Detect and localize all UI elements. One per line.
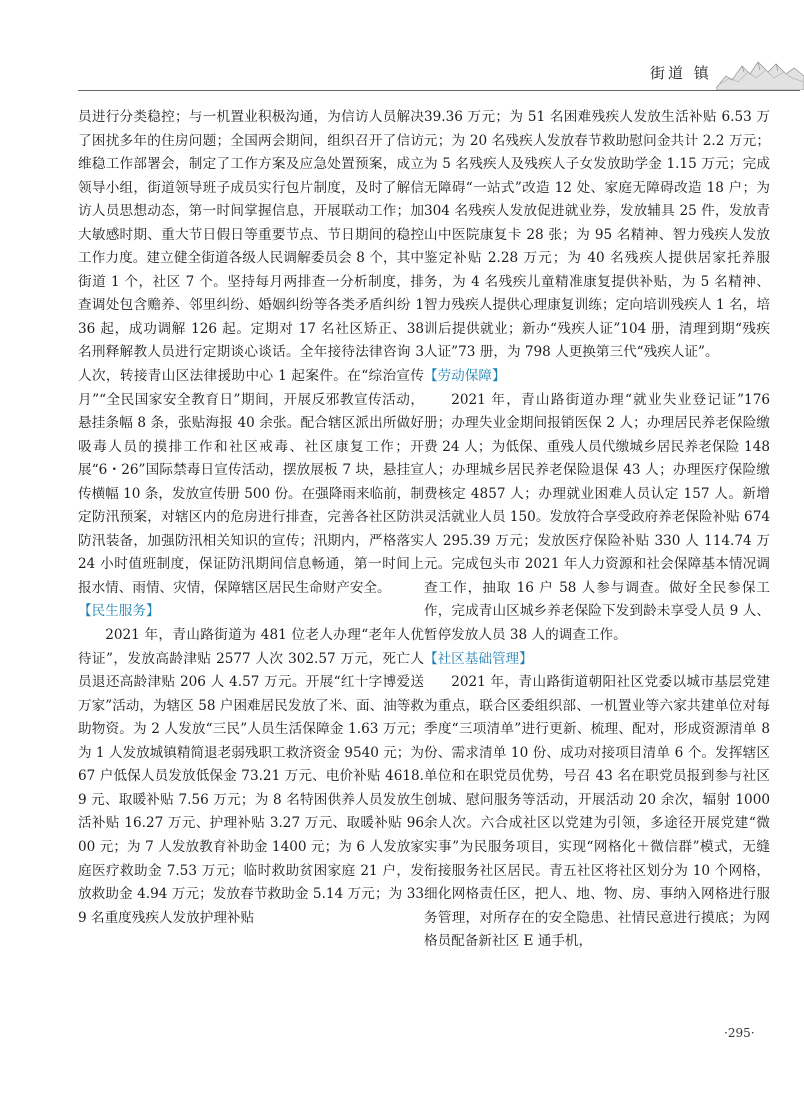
section-heading-labor-security: 【劳动保障】	[424, 368, 506, 385]
left-column	[78, 106, 424, 930]
page-header	[0, 0, 804, 90]
right-column	[424, 106, 770, 954]
header-rule	[78, 90, 800, 91]
paragraph-labor-security: 2021 年，青山路街道办理“就业失业登记证”176 册；办理失业金期间报销医保 2 人；办理居民养老保险缴费 24 人；为低保、重残人员代缴城乡居民养老保险 148 人；办理城乡居民养老保险退保 43 人；办理医疗保险缴费核定 4857 人；办理就业困难人员认定 157 人。新增灵活就业人员 150。发放符合享受政府养老保险补贴 674 人 295.39 万元；发放医疗保险补贴 330 人 114.74 万元。完成包头市 2021 年人力资源和社会保障基本情况调查工作，抽取 16 户 58 人参与调查。做好全民参保工作，完成青山区城乡养老保险下发到龄未享受人员 9 人、暂停发放人员 38 人的调查工作。	[424, 391, 771, 644]
paragraph-community-management: 2021 年，青山路街道朝阳社区党委以城市基层党建为重点，联合区委组织部、一机置业等六家共建单位对每季度“三项清单”进行更新、梳理、配对，形成资源清单 8 份、需求清单 10 份、成功对接项目清单 6 个。发挥辖区单位和在职党员优势，号召 43 名在职党员报到参与社区创城、慰问服务等活动，开展活动 20 余次，辐射 1000 余人次。六合成社区以党建为引领，多途径开展党建“微实事”为民服务项目，实现“网格化＋微信群”模式，无缝衔接服务社区居民。青五社区将社区划分为 10 个网格，细化网格责任区，把人、地、物、房、事纳入网格进行服务管理，对所存在的安全隐患、社情民意进行摸底；为网格员配备新社区 E 通手机，	[424, 674, 770, 950]
mountain-landscape-icon	[716, 54, 804, 90]
paragraph-livelihood-services: 2021 年，青山路街道为 481 位老人办理“老年人优待证”，发放高龄津贴 2577 人次 302.57 万元，死亡人员退还高龄津贴 206 人 4.57 万元。开展“红十字博爱送万家”活动，为辖区 58 户困难居民发放了米、面、油等救助物资。为 2 人发放“三民”人员生活保障金 1.63 万元；为 1 人发放城镇精简退老弱残职工救济资金 9540 元；为 67 户低保人员发放低保金 73.21 万元、电价补贴 4618.9 元、取暖补贴 7.56 万元；为 8 名特困供养人员发放生活补贴 16.27 万元、护理补贴 3.27 万元、取暖补贴 9600 元；为 7 人发放教育补助金 1400 元；为 6 人发放家庭医疗救助金 7.53 万元；临时救助贫困家庭 21 户，发放救助金 4.94 万元；发放春节救助金 5.14 万元；为 339 名重度残疾人发放护理补贴	[78, 627, 424, 926]
paragraph-disability-services: 39.36 万元；为 51 名困难残疾人发放生活补贴 6.53 万元；为 20 名残疾人发放春节救助慰问金共计 2.2 万元；为 5 名残疾人及残疾人子女发放助学金 1.15 万元；完成无障碍“一站式”改造 12 处、家庭无障碍改造 18 户；为 304 名残疾人发放促进就业券，发放辅具 25 件，发放青山中医院康复卡 28 张；为 95 名精神、智力残疾人发放鉴定补贴 2.28 万元；为 40 名残疾人提供居家托养服务，为 4 名残疾儿童精准康复提供补贴，为 5 名精神、智力残疾人提供心理康复训练；定向培训残疾人 1 名，培训后提供就业；新办“残疾人证”104 册，清理到期“残疾人证”73 册，为 798 人更换第三代“残疾人证”。	[424, 109, 770, 361]
running-title: 街道 镇	[650, 64, 712, 82]
page-number: ·295·	[724, 1026, 755, 1040]
section-heading-community-management: 【社区基础管理】	[424, 650, 533, 667]
paragraph-security-work: 员进行分类稳控；与一机置业积极沟通，为信访人员解决了困扰多年的住房问题；全国两会期间，组织召开了信访维稳工作部署会，制定了工作方案及应急处置预案，成立领导小组，街道领导班子成员实行包片制度，及时了解信访人员思想动态，第一时间掌握信息，开展联动工作；加大敏感时期、重大节日假日等重要节点、节日期间的稳控工作力度。建立健全街道各级人民调解委员会 8 个，其中街道 1 个，社区 7 个。坚持每月两排查一分析制度，排查调处包含赡养、邻里纠纷、婚姻纠纷等各类矛盾纠纷 136 起，成功调解 126 起。定期对 17 名社区矫正、38 名刑释解教人员进行定期谈心谈话。全年接待法律咨询 3 人次，转接青山区法律援助中心 1 起案件。在“综治宣传月”“全民国家安全教育日”期间，开展反邪教宣传活动，悬挂条幅 8 条，张贴海报 40 余张。配合辖区派出所做好吸毒人员的摸排工作和社区戒毒、社区康复工作；开展“6・26”国际禁毒日宣传活动，摆放展板 7 块，悬挂宣传横幅 10 条，发放宣传册 500 份。在强降雨来临前，制定防汛预案，对辖区内的危房进行排查，完善各社区防洪防汛装备，加强防汛相关知识的宣传；汛期内，严格落实 24 小时值班制度，保证防汛期间信息畅通，第一时间上报水情、雨情、灾情，保障辖区居民生命财产安全。	[78, 109, 424, 596]
section-heading-livelihood-services: 【民生服务】	[78, 603, 160, 620]
